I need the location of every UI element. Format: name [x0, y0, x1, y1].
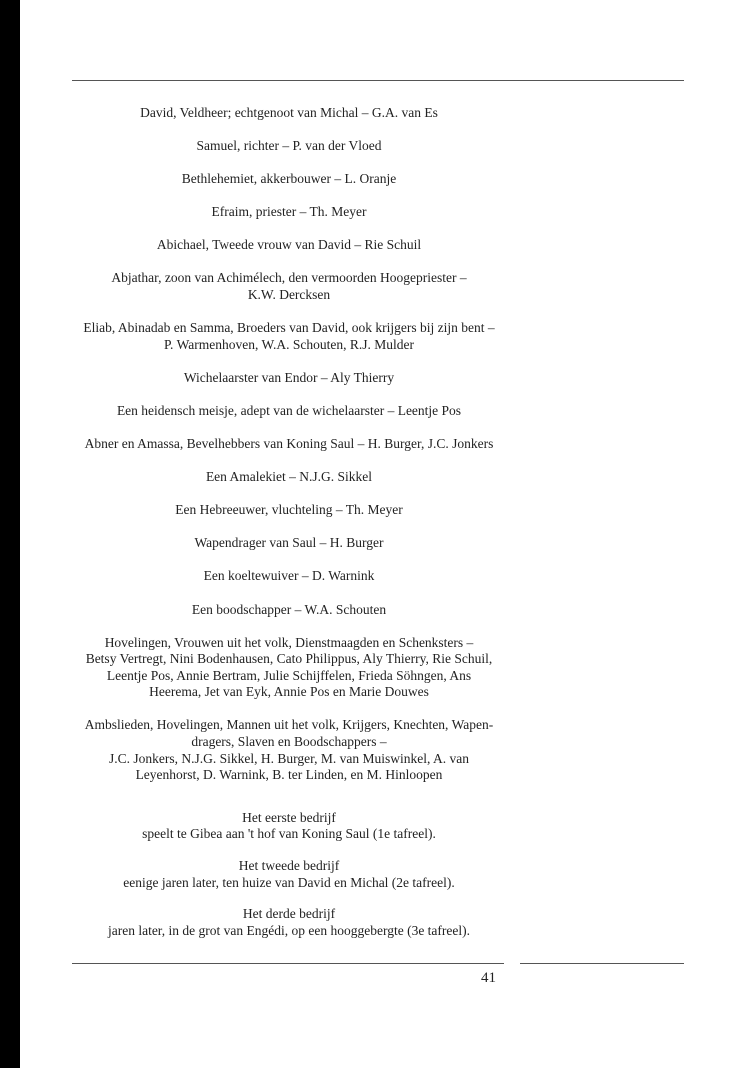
- cast-line: Leyenhorst, D. Warnink, B. ter Linden, en M. Hinloopen: [135, 767, 443, 783]
- cast-line: Een Amalekiet – N.J.G. Sikkel: [205, 469, 373, 485]
- cast-line: dragers, Slaven en Boodschappers –: [191, 734, 387, 750]
- cast-entry: [60, 370, 518, 387]
- cast-line: Efraim, priester – Th. Meyer: [211, 204, 367, 220]
- cast-entry: [60, 237, 518, 254]
- page-number: 41: [481, 970, 496, 986]
- act-setting: jaren later, in de grot van Engédi, op een hooggebergte (3e tafreel).: [107, 922, 471, 938]
- cast-entry: [60, 469, 518, 486]
- cast-line: Een koeltewuiver – D. Warnink: [203, 568, 375, 584]
- cast-line: Ambslieden, Hovelingen, Mannen uit het volk, Krijgers, Knechten, Wapen-: [84, 717, 494, 733]
- cast-line: David, Veldheer; echtgenoot van Michal – G.A. van Es: [140, 105, 438, 120]
- cast-entry: [60, 635, 518, 701]
- act-entry: [60, 906, 518, 939]
- cast-line: Een Hebreeuwer, vluchteling – Th. Meyer: [175, 502, 403, 518]
- cast-line: Een boodschapper – W.A. Schouten: [191, 601, 387, 617]
- cast-entry: [60, 204, 518, 221]
- act-entry: [60, 858, 518, 891]
- cast-line: Betsy Vertregt, Nini Bodenhausen, Cato Philippus, Aly Thierry, Rie Schuil,: [85, 651, 493, 667]
- act-entry: [60, 810, 518, 843]
- bottom-rule: [72, 963, 504, 964]
- act-setting: eenige jaren later, ten huize van David en Michal (2e tafreel).: [123, 874, 455, 890]
- cast-entry: [60, 270, 518, 303]
- cast-line: J.C. Jonkers, N.J.G. Sikkel, H. Burger, M. van Muiswinkel, A. van: [109, 750, 469, 766]
- cast-entry: [60, 436, 518, 453]
- act-list: [60, 810, 518, 940]
- cast-line: Samuel, richter – P. van der Vloed: [196, 138, 382, 154]
- top-rule: [72, 80, 684, 81]
- bottom-rule: [520, 963, 684, 964]
- cast-line: Een heidensch meisje, adept van de wichelaarster – Leentje Pos: [116, 402, 462, 418]
- act-heading: Het eerste bedrijf: [242, 809, 336, 825]
- cast-entry: [60, 602, 518, 619]
- act-heading: Het tweede bedrijf: [238, 858, 340, 874]
- cast-line: P. Warmenhoven, W.A. Schouten, R.J. Mulder: [164, 336, 414, 352]
- cast-line: Abjathar, zoon van Achimélech, den vermoorden Hoogepriester –: [111, 270, 467, 286]
- cast-line: Heerema, Jet van Eyk, Annie Pos en Marie Douwes: [149, 684, 429, 700]
- cast-entry: [60, 138, 518, 155]
- scan-edge-shadow: [0, 0, 20, 1068]
- act-setting: speelt te Gibea aan 't hof van Koning Saul (1e tafreel).: [142, 826, 436, 842]
- cast-line: Abner en Amassa, Bevelhebbers van Koning Saul – H. Burger, J.C. Jonkers: [84, 436, 494, 452]
- cast-list: [60, 105, 518, 954]
- cast-line: Wapendrager van Saul – H. Burger: [194, 535, 384, 551]
- cast-entry: [60, 717, 518, 783]
- cast-line: Hovelingen, Vrouwen uit het volk, Dienstmaagden en Schenksters –: [104, 634, 474, 650]
- cast-line: Leentje Pos, Annie Bertram, Julie Schijffelen, Frieda Söhngen, Ans: [106, 667, 472, 683]
- cast-entry: [60, 171, 518, 188]
- cast-entry: [60, 403, 518, 420]
- act-heading: Het derde bedrijf: [242, 906, 336, 922]
- cast-entry: [60, 320, 518, 353]
- cast-line: K.W. Dercksen: [247, 287, 331, 303]
- cast-line: Eliab, Abinadab en Samma, Broeders van David, ook krijgers bij zijn bent –: [83, 320, 495, 336]
- cast-entry: [60, 502, 518, 519]
- cast-entry: [60, 568, 518, 585]
- cast-entry: [60, 105, 518, 122]
- cast-entry: [60, 535, 518, 552]
- cast-line: Bethlehemiet, akkerbouwer – L. Oranje: [181, 171, 397, 187]
- cast-line: Abichael, Tweede vrouw van David – Rie Schuil: [156, 237, 422, 253]
- cast-line: Wichelaarster van Endor – Aly Thierry: [183, 369, 395, 385]
